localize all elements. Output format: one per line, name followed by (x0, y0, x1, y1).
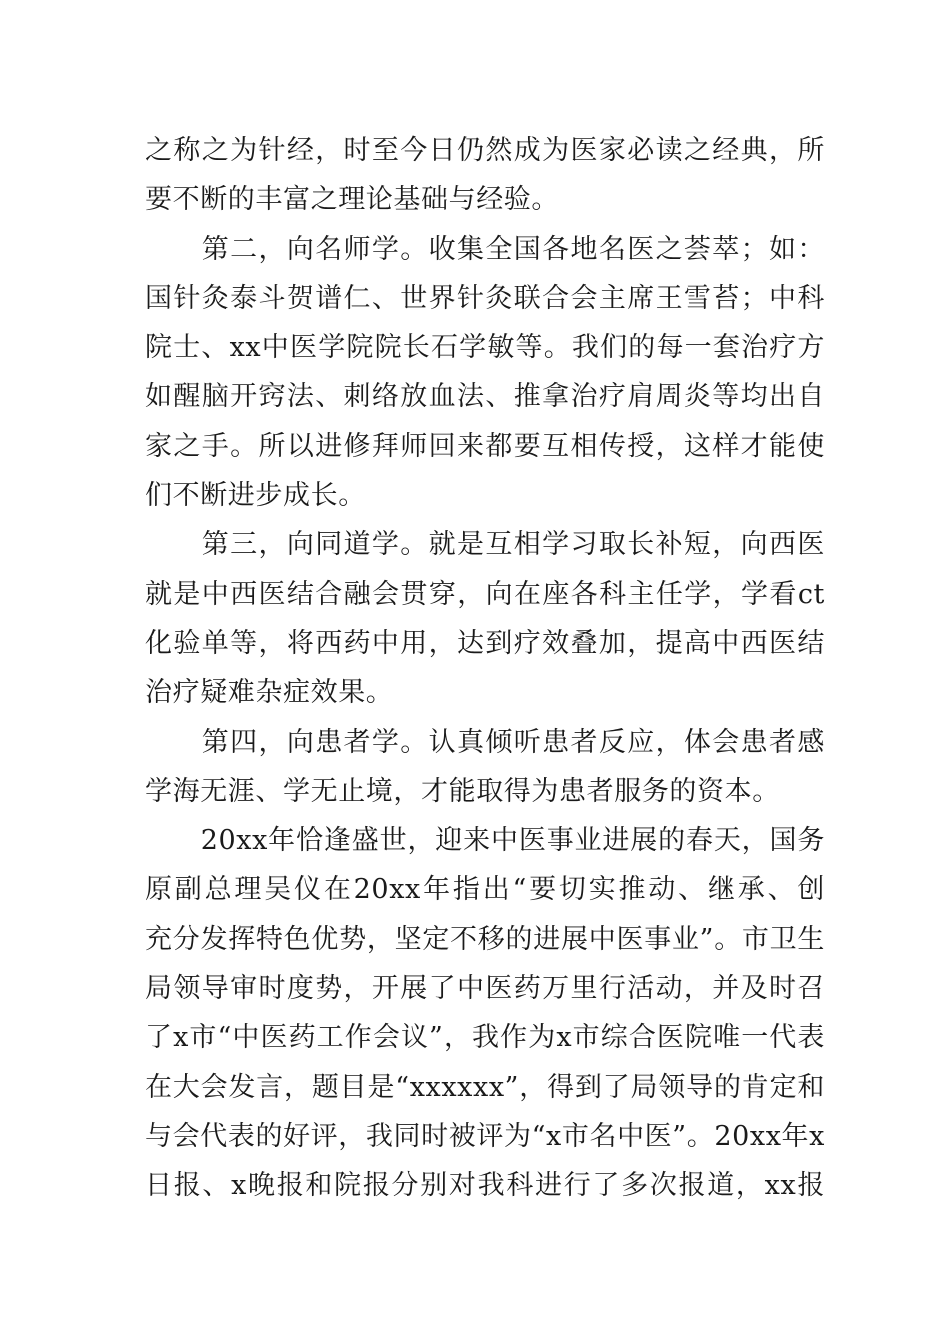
text-line: 了x市“中医药工作会议”，我作为x市综合医院唯一代表 (145, 1022, 825, 1054)
text-line: 院士、xx中医学院院长石学敏等。我们的每一套治疗方 (145, 332, 825, 364)
text-line: 国针灸泰斗贺谱仁、世界针灸联合会主席王雪苔；中科 (145, 282, 825, 314)
text-line: 如醒脑开窍法、刺络放血法、推拿治疗肩周炎等均出自 (145, 381, 825, 413)
text-line: 们不断进步成长。 (145, 480, 366, 512)
text-line: 第二，向名师学。收集全国各地名医之荟萃；如： (201, 233, 825, 265)
text-line: 学海无涯、学无止境，才能取得为患者服务的资本。 (145, 775, 780, 807)
text-line: 20xx年恰逢盛世，迎来中医事业进展的春天，国务 (200, 825, 825, 857)
text-line: 之称之为针经，时至今日仍然成为医家必读之经典，所 (145, 135, 825, 166)
text-line: 就是中西医结合融会贯穿，向在座各科主任学，学看ct (145, 578, 825, 610)
text-line: 化验单等，将西药中用，达到疗效叠加，提高中西医结 (145, 627, 825, 659)
text-line: 要不断的丰富之理论基础与经验。 (145, 184, 559, 216)
text-line: 与会代表的好评，我同时被评为“x市名中医”。20xx年x (145, 1120, 825, 1152)
text-line: 家之手。所以进修拜师回来都要互相传授，这样才能使 (145, 430, 825, 462)
text-line: 在大会发言，题目是“xxxxxx”，得到了局领导的肯定和 (145, 1071, 825, 1103)
body-text (145, 126, 825, 1211)
text-line: 第三，向同道学。就是互相学习取长补短，向西医 (201, 529, 825, 561)
text-line: 第四，向患者学。认真倾听患者反应，体会患者感 (201, 726, 825, 758)
text-line: 治疗疑难杂症效果。 (145, 677, 394, 709)
text-line: 局领导审时度势，开展了中医药万里行活动，并及时召 (145, 973, 825, 1005)
text-line: 充分发挥特色优势，坚定不移的进展中医事业”。市卫生 (145, 923, 825, 955)
text-line: 原副总理吴仪在20xx年指出“要切实推动、继承、创 (145, 874, 825, 906)
text-line: 日报、x晚报和院报分别对我科进行了多次报道，xx报 (145, 1170, 825, 1202)
